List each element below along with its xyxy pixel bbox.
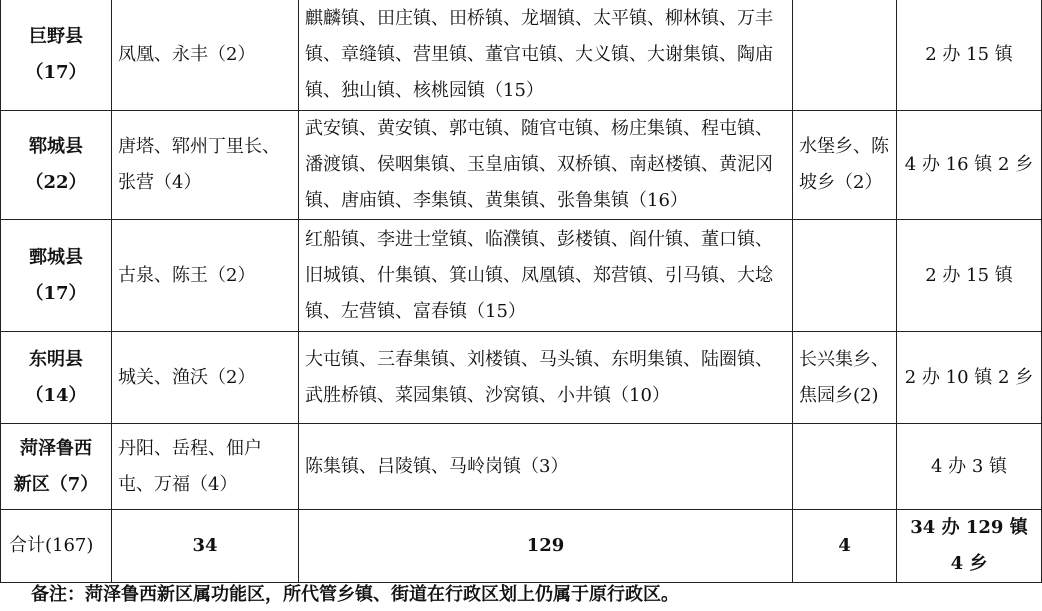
county-count: （17） <box>25 282 87 304</box>
total-townships: 4 <box>793 510 897 583</box>
subdistricts-cell: 唐塔、郓州丁里长、张营（4） <box>112 111 299 220</box>
county-count: 新区（7） <box>13 473 99 495</box>
total-label: 合计(167) <box>1 510 112 583</box>
townships-cell: 长兴集乡、焦园乡(2) <box>793 332 897 424</box>
townships-cell <box>793 424 897 510</box>
subdistricts-cell: 丹阳、岳程、佃户屯、万福（4） <box>112 424 299 510</box>
towns-cell: 陈集镇、吕陵镇、马岭岗镇（3） <box>299 424 793 510</box>
summary-cell: 4 办 3 镇 <box>897 424 1042 510</box>
townships-cell: 水堡乡、陈坡乡（2） <box>793 111 897 220</box>
county-cell <box>1 424 112 510</box>
total-row <box>1 510 1042 583</box>
summary-cell: 2 办 10 镇 2 乡 <box>897 332 1042 424</box>
county-cell <box>1 111 112 220</box>
county-name: 巨野县 <box>29 25 83 47</box>
table-row <box>1 424 1042 510</box>
county-count: （22） <box>25 172 87 193</box>
townships-cell <box>793 220 897 332</box>
table-row <box>1 332 1042 424</box>
subdistricts-cell: 城关、渔沃（2） <box>112 332 299 424</box>
county-name: 鄄城县 <box>29 246 83 268</box>
table-row <box>1 0 1042 111</box>
county-cell <box>1 332 112 424</box>
county-cell <box>1 0 112 111</box>
total-subdistricts: 34 <box>112 510 299 583</box>
total-summary-line1: 34 办 129 镇 <box>910 517 1028 538</box>
towns-cell: 武安镇、黄安镇、郭屯镇、随官屯镇、杨庄集镇、程屯镇、潘渡镇、侯咽集镇、玉皇庙镇、双桥镇、南赵楼镇、黄泥冈镇、唐庙镇、李集镇、黄集镇、张鲁集镇（16） <box>299 111 793 220</box>
subdistricts-cell: 凤凰、永丰（2） <box>112 0 299 111</box>
townships-cell <box>793 0 897 111</box>
footnote: 备注：菏泽鲁西新区属功能区，所代管乡镇、街道在行政区划上仍属于原行政区。 <box>31 584 679 605</box>
towns-cell: 大屯镇、三春集镇、刘楼镇、马头镇、东明集镇、陆圈镇、武胜桥镇、菜园集镇、沙窝镇、小井镇（10） <box>299 332 793 424</box>
summary-cell: 2 办 15 镇 <box>897 0 1042 111</box>
total-summary-line2: 4 乡 <box>950 553 988 574</box>
towns-cell: 红船镇、李进士堂镇、临濮镇、彭楼镇、阎什镇、董口镇、旧城镇、什集镇、箕山镇、凤凰镇、郑营镇、引马镇、大埝镇、左营镇、富春镇（15） <box>299 220 793 332</box>
total-summary-cell <box>897 510 1042 583</box>
county-name: 东明县 <box>29 348 83 370</box>
total-towns: 129 <box>299 510 793 583</box>
table-row <box>1 220 1042 332</box>
county-name: 菏泽鲁西 <box>20 437 92 459</box>
towns-cell: 麒麟镇、田庄镇、田桥镇、龙堌镇、太平镇、柳林镇、万丰镇、章缝镇、营里镇、董官屯镇、大义镇、大谢集镇、陶庙镇、独山镇、核桃园镇（15） <box>299 0 793 111</box>
county-name: 郓城县 <box>29 136 83 157</box>
subdistricts-cell: 古泉、陈王（2） <box>112 220 299 332</box>
county-count: （14） <box>25 384 87 406</box>
county-count: （17） <box>25 61 87 83</box>
summary-cell: 4 办 16 镇 2 乡 <box>897 111 1042 220</box>
county-cell <box>1 220 112 332</box>
table-row <box>1 111 1042 220</box>
summary-cell: 2 办 15 镇 <box>897 220 1042 332</box>
